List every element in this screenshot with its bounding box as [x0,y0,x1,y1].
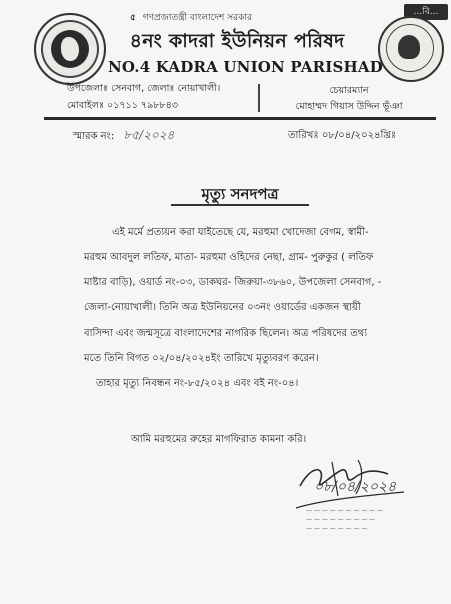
bangladesh-government-seal-icon [34,13,106,85]
memo-number [73,127,174,147]
government-line [130,10,340,25]
government-name: গণপ্রজাতন্ত্রী বাংলাদেশ সরকার [142,13,252,23]
header-rule [44,117,436,120]
stamp-text-line: — — — — — — — — — [306,516,376,523]
body-line: এই মর্মে প্রত্যয়ন করা যাইতেছে যে, মরহুমা খোদেজা বেগম, স্বামী- [112,227,369,238]
memo-number-value: ৮৫/২০২৪ [123,128,175,142]
registration-line: তাহার মৃত্যু নিবন্ধন নং-৮৫/২০২৪ এবং বই নং-০৪। [96,378,299,389]
body-line: মতে তিনি বিগত ০২/০৪/২০২৪ইং তারিখে মৃত্যুবরণ করেন। [84,353,319,364]
body-line: জেলা-নোয়াখালী। তিনি অত্র ইউনিয়নের ০৩নং ওয়ার্ডের একজন স্থায়ী [84,302,361,313]
map-emblem-icon [51,30,89,68]
signature-date: ০৮/০৪/২০২৪ [314,479,397,495]
header-divider [258,84,260,112]
issue-date: তারিখঃ ০৮/০৪/২০২৪খ্রিঃ [288,130,397,141]
stamp-text-line: — — — — — — — — — — [306,507,384,514]
union-parishad-seal-icon [378,16,444,82]
gov-mark: ৫ [130,13,136,23]
seal-core [398,35,420,59]
body-line: মরহুম আবদুল লতিফ, মাতা- মরহুমা ওহিদের নেছা, গ্রাম- পুরুকুর ( লতিফ [84,252,374,263]
chairman-title: চেয়ারম্যান [329,85,369,96]
chairman-name: মোহাম্মদ গিয়াস উদ্দিন ভূঁঞা [295,101,403,112]
body-line: বাসিন্দা এবং জন্মসূত্রে বাংলাদেশের নাগরিক ছিলেন। অত্র পরিষদের তথ্য [84,328,368,339]
memo-label: স্মারক নং: [73,131,115,142]
document-title: মৃত্যু সনদপত্র [201,185,279,203]
corner-tag: ...বি... [404,4,448,20]
address-line: উপজেলাঃ সেনবাগ, জেলাঃ নোয়াখালী। [67,83,221,94]
union-title-english: NO.4 KADRA UNION PARISHAD [108,58,383,76]
prayer-line: আমি মরহুমের রুহের মাগফিরাত কামনা করি। [131,434,307,445]
body-line: মাষ্টার বাড়ি), ওয়ার্ড নং-০৩, ডাকঘর- জিরুয়া-৩৮৬০, উপজেলা সেনবাগ, - [84,277,382,288]
stamp-text-line: — — — — — — — — [306,525,368,532]
union-title-bangla: ৪নং কাদরা ইউনিয়ন পরিষদ [129,30,345,52]
title-underline [171,204,309,206]
mobile-line: মোবাইলঃ ০১৭১১ ৭৯৮৮৪৩ [67,100,178,111]
